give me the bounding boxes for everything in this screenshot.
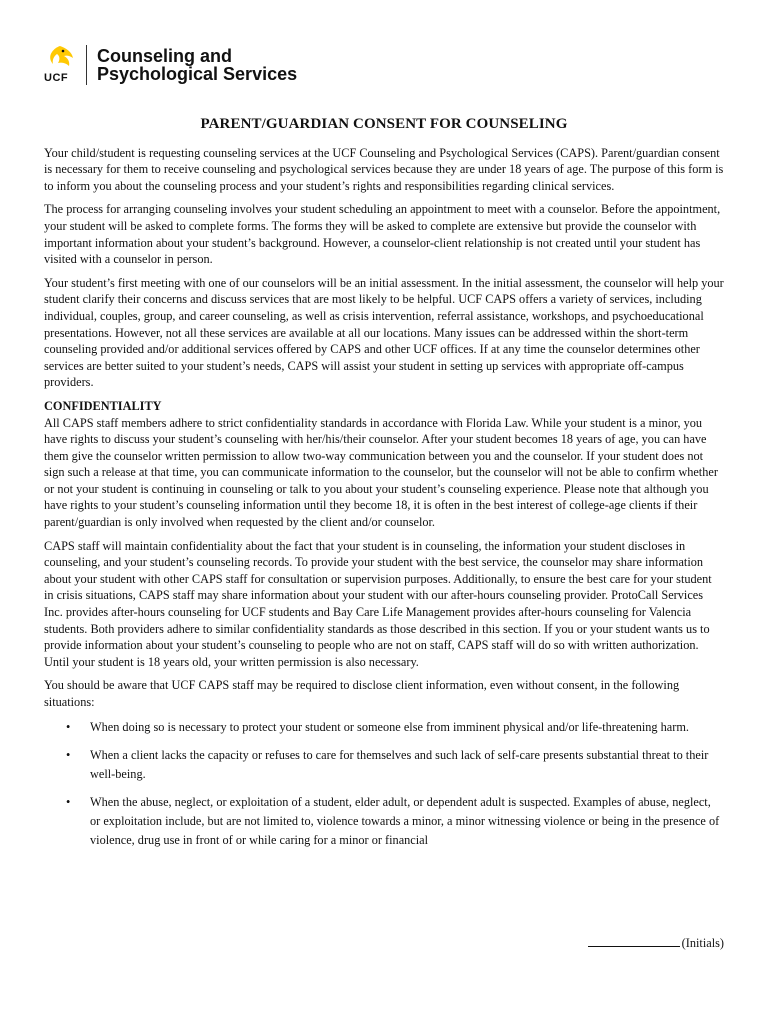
header [44,44,297,86]
logo-abbr: UCF [44,72,69,84]
document-body [44,116,724,859]
department-title [97,47,297,83]
title-line-1: Counseling and [97,46,232,66]
list-item: • When the abuse, neglect, or exploitation of a student, elder adult, or dependent adult is suspected. Examples of abuse, neglect, or exploitation include, but are not limited to, violence towards a minor, a minor witnessing violence or being in the presence of violence, drug use in front of or while caring for a minor or financial [90,793,724,849]
title-line-2: Psychological Services [97,64,298,84]
pegasus-icon [44,44,76,74]
confidentiality-paragraph: All CAPS staff members adhere to strict confidentiality standards in accordance with Florida Law. While your student is a minor, you have rights to discuss your student’s counseling with her/his/their counselor. After your student becomes 18 years of age, you can have them give the counselor written permission to allow two-way communication between you and the counselor. If your student does not sign such a release at that time, you can communicate information to the counselor, but the counselor will not be able to confirm whether or not your student is continuing in counseling or talk to you about your student’s counseling experience. Please note that although you have rights to your student’s counseling information until they become 18, it is often in the best interest of college-age clients if their parent/guardian is only involved when requested by the client and/or counselor. [44,415,718,530]
assessment-paragraph: Your student’s first meeting with one of our counselors will be an initial assessment. In the initial assessment, the counselor will help your student clarify their concerns and discuss services that are most likely to be helpful. UCF CAPS offers a variety of services, including individual, couples, group, and career counseling, as well as crisis intervention, referral assistance, workshops, and psychoeducational presentations. However, not all these services are available at all our locations. Many issues can be addressed within the short-term counseling provided and/or additional services offered by CAPS and other UCF offices. If at any time the counselor determines other services are better suited to your student’s needs, CAPS will assist your student in setting up services with appropriate off-campus providers. [44,275,724,390]
logo-divider [86,45,87,85]
disclosure-list [44,718,724,850]
staff-confidentiality-paragraph: CAPS staff will maintain confidentiality about the fact that your student is in counseling, the information your student discloses in counseling, and your student’s counseling records. To provide your student with the best service, the counselor may share information about your student with other CAPS staff for consultation or supervision purposes. Additionally, to ensure the best care for your student in crisis situations, CAPS staff may share information about your student with our after-hours counseling provider. ProtoCall Services Inc. provides after-hours counseling for UCF students and Bay Care Life Management provides after-hours counseling for Valencia students. Both providers adhere to similar confidentiality standards as those described in this section. If you or your student wants us to provide information about your student’s counseling to people who are not on staff, CAPS staff will do so with written authorization. Until your student is 18 years old, your written permission is also necessary. [44,538,712,669]
list-item: • When doing so is necessary to protect your student or someone else from imminent physical and/or life-threatening harm. [90,718,724,737]
list-item: • When a client lacks the capacity or refuses to care for themselves and such lack of self-care presents substantial threat to their well-being. [90,746,724,783]
initials-field[interactable] [588,935,724,951]
document-title: PARENT/GUARDIAN CONSENT FOR COUNSELING [200,116,568,132]
disclosure-paragraph: You should be aware that UCF CAPS staff may be required to disclose client information, even without consent, in the following situations: [44,678,680,709]
initials-label: (Initials) [681,936,724,950]
ucf-logo [44,44,76,86]
intro-paragraph: Your child/student is requesting counseling services at the UCF Counseling and Psychological Services (CAPS). Parent/guardian consent is necessary for them to receive counseling and psychological services because they are under 18 years of age. The purpose of this form is to inform you about the counseling process and your student’s rights and responsibilities regarding clinical services. [44,145,724,193]
initials-line[interactable] [588,935,680,947]
confidentiality-heading: CONFIDENTIALITY [44,398,162,413]
process-paragraph: The process for arranging counseling involves your student scheduling an appointment to meet with a counselor. Before the appointment, your student will be asked to complete forms. The forms they will be asked to complete are extensive but provide the counselor with important information about your student’s background. However, a counselor-client relationship is not created until your student has visited with a counselor in person. [44,202,721,267]
